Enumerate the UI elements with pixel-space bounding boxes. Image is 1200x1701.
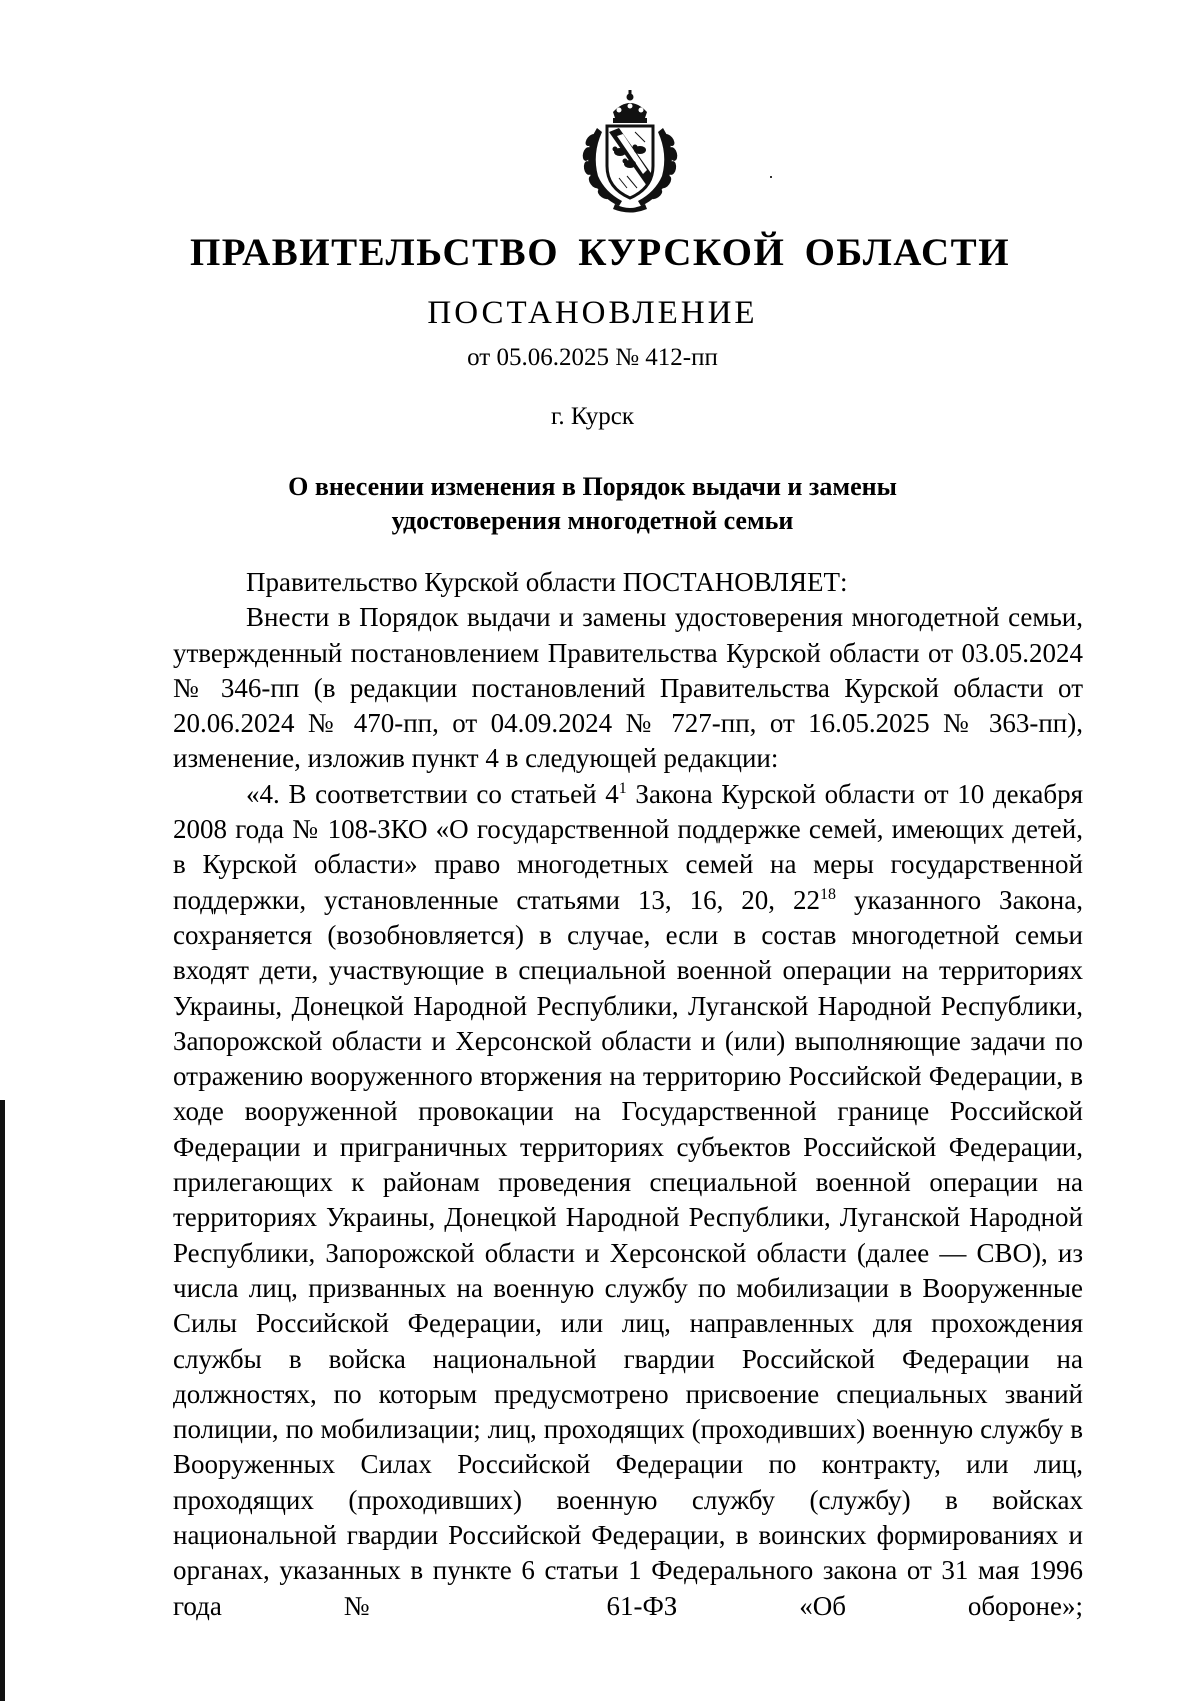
scan-speck: [770, 176, 772, 178]
paragraph-4: [173, 777, 1083, 1624]
subject-line-2: удостоверения многодетной семьи: [391, 506, 794, 535]
document-city: г. Курск: [551, 403, 634, 430]
amendment-paragraph: Внести в Порядок выдачи и замены удостоверения многодетной семьи, утвержденный постановлением Правительства Курской области от 03.05.2024 № 346-пп (в редакции постановлений Правительства Курской области от 20.06.2024 № 470-пп, от 04.09.2024 № 727-пп, от 16.05.2025 № 363-пп), изменение, изложив пункт 4 в следующей редакции:: [173, 602, 1083, 774]
superscript-article: 1: [618, 779, 627, 797]
document-type: ПОСТАНОВЛЕНИЕ: [427, 295, 758, 331]
document-date-number: от 05.06.2025 № 412-пп: [467, 344, 718, 371]
government-title: ПРАВИТЕЛЬСТВО КУРСКОЙ ОБЛАСТИ: [189, 231, 1011, 274]
document-subject: [0, 470, 1185, 538]
paragraph-4-middle: Закона Курской области от 10 декабря 2008 года № 108-ЗКО «О государственной поддержке семей, имеющих детей, в Курской области» право многодетных семей на меры государственной поддержки, установленные статьями 13, 16, 20, 22: [173, 778, 1083, 915]
document-body: [173, 565, 1083, 1624]
coat-of-arms-emblem: [567, 88, 693, 214]
paragraph-4-rest: указанного Закона, сохраняется (возобновляется) в случае, если в состав многодетной семьи входят дети, участвующие в специальной военной операции на территориях Украины, Донецкой Народной Республики, Луганской Народной Республики, Запорожской области и Херсонской области и (или) выполняющие задачи по отражению вооруженного вторжения на территорию Российской Федерации, в ходе вооруженной провокации на Государственной границе Российской Федерации и приграничных территориях субъектов Российской Федерации, прилегающих к районам проведения специальной военной операции на территориях Украины, Донецкой Народной Республики, Луганской Народной Республики, Запорожской области и Херсонской области (далее — СВО), из числа лиц, призванных на военную службу по мобилизации в Вооруженные Силы Российской Федерации, или лиц, направленных для прохождения службы в войска национальной гвардии Российской Федерации на должностях, по которым предусмотрено присвоение специальных званий полиции, по мобилизации; лиц, проходящих (проходивших) военную службу в Вооруженных Силах Российской Федерации по контракту, или лиц, проходящих (проходивших) военную службу (службу) в войсках национальной гвардии Российской Федерации, в воинских формированиях и органах, указанных в пункте 6 статьи 1 Федерального закона от 31 мая 1996 года № 61-ФЗ «Об обороне»;: [173, 884, 1083, 1621]
superscript-article-22: 18: [819, 885, 836, 903]
scan-border-shadow: [0, 1100, 5, 1701]
decree-phrase: Правительство Курской области ПОСТАНОВЛЯЕТ:: [246, 567, 848, 597]
subject-line-1: О внесении изменения в Порядок выдачи и замены: [288, 472, 897, 501]
paragraph-4-prefix: «4. В соответствии со статьей 4: [246, 778, 619, 809]
